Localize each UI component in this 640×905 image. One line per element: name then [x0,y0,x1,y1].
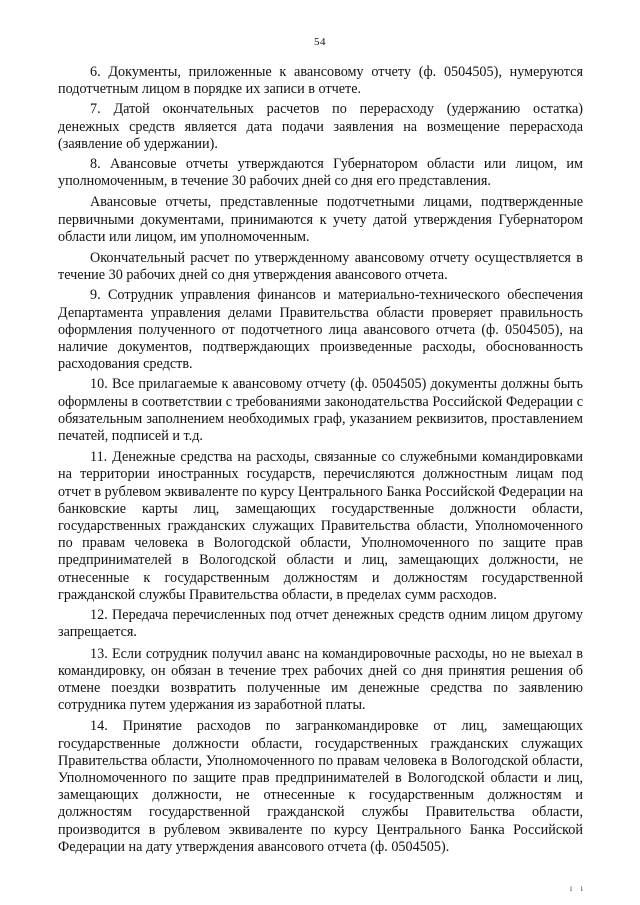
paragraph-10: 10. Все прилагаемые к авансовому отчету (ф. 0504505) документы должны быть оформлены в соответствии с требованиями законодательства Российской Федерации с обязательным заполнением необходимых граф, указанием реквизитов, проставлением печатей, подписей и т.д. [58,376,583,445]
paragraph-6: 6. Документы, приложенные к авансовому отчету (ф. 0504505), нумеруются подотчетным лицом в порядке их записи в отчете. [58,64,583,98]
paragraph-8-approval-accounting: Авансовые отчеты, представленные подотчетными лицами, подтвержденные первичными документами, принимаются к учету датой утверждения Губернатором области или лицом, им уполномоченным. [58,194,583,245]
document-body [58,64,583,859]
paragraph-8: 8. Авансовые отчеты утверждаются Губернатором области или лицом, им уполномоченным, в течение 30 рабочих дней со дня его представления. [58,156,583,190]
corner-mark: ı ı [569,883,586,893]
paragraph-7: 7. Датой окончательных расчетов по перерасходу (удержанию остатка) денежных средств является дата подачи заявления на возмещение перерасхода (заявление об удержании). [58,101,583,152]
paragraph-9: 9. Сотрудник управления финансов и материально-технического обеспечения Департамента управления делами Правительства области проверяет правильность оформления полученного от подотчетного лица авансового отчета (ф. 0504505), на наличие документов, подтверждающих произведенные расходы, обоснованность расходования средств. [58,287,583,373]
paragraph-12: 12. Передача перечисленных под отчет денежных средств одним лицом другому запрещается. [58,607,583,641]
paragraph-11: 11. Денежные средства на расходы, связанные со служебными командировками на территории иностранных государств, перечисляются должностным лицам под отчет в рублевом эквиваленте по курсу Центрального Банка Российской Федерации на банковские карты лиц, замещающих государственные должности области, государственных гражданских служащих Правительства области, Уполномоченного по правам человека в Вологодской области, Уполномоченного по защите прав предпринимателей в Вологодской области и лиц, замещающих должности, не отнесенные к государственным должностям и должностям государственной гражданской службы Правительства области, в пределах сумм расходов. [58,449,583,603]
paragraph-8-final-settlement: Окончательный расчет по утвержденному авансовому отчету осуществляется в течение 30 рабочих дней со дня утверждения авансового отчета. [58,250,583,284]
page-number: 54 [314,36,326,48]
paragraph-13: 13. Если сотрудник получил аванс на командировочные расходы, но не выехал в командировку, он обязан в течение трех рабочих дней со дня принятия решения об отмене поездки возвратить полученные им денежные средства по заявлению сотрудника путем удержания из заработной платы. [58,645,583,714]
paragraph-14: 14. Принятие расходов по загранкомандировке от лиц, замещающих государственные должности области, государственных гражданских служащих Правительства области, Уполномоченного по правам человека в Вологодской области, Уполномоченного по защите прав предпринимателей в Вологодской области и лиц, замещающих должности, не отнесенные к государственным должностям и должностям государственной гражданской службы Правительства области, производится в рублевом эквиваленте по курсу Центрального Банка Российской Федерации на дату утверждения авансового отчета (ф. 0504505). [58,718,583,855]
